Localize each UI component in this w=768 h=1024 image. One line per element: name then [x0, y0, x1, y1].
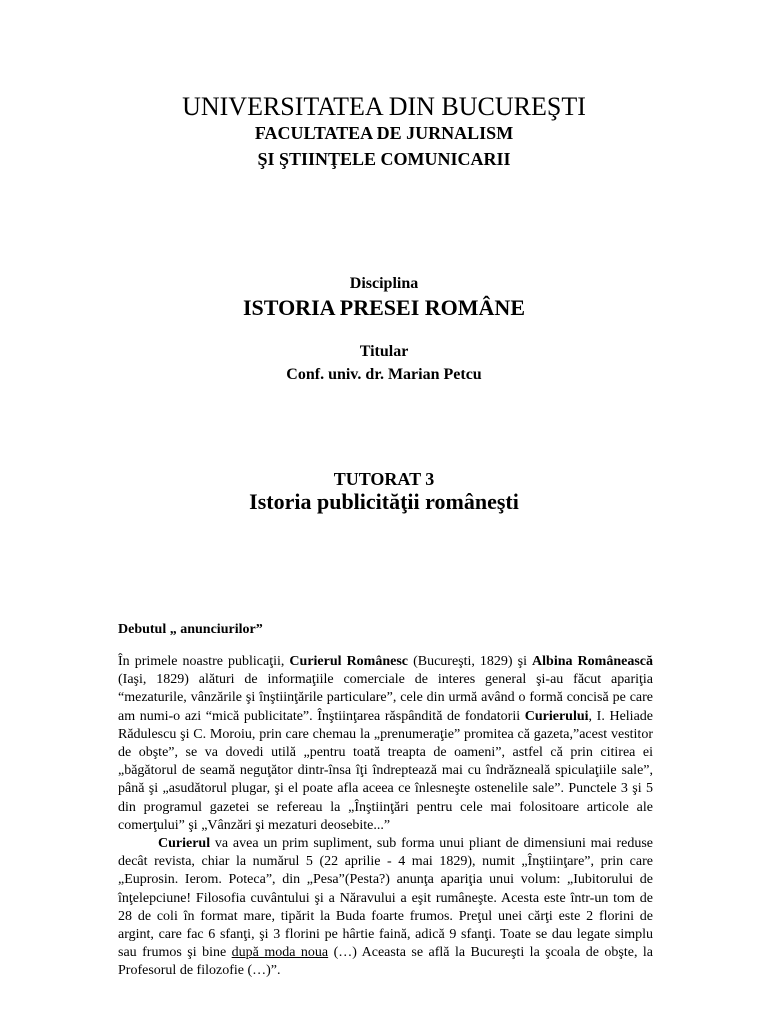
- faculty-name-line2: ŞI ŞTIINŢELE COMUNICARII: [257, 149, 511, 169]
- text-run: În primele noastre publicaţii,: [118, 654, 290, 669]
- body-text: [118, 653, 653, 981]
- publication-name: Curierului: [524, 708, 589, 724]
- discipline-label: Disciplina: [349, 275, 419, 292]
- paragraph-2: [118, 835, 653, 981]
- paragraph-1: [118, 653, 653, 835]
- publication-name: Curierul: [158, 836, 211, 852]
- text-run: (Iaşi, 1829) alături de informaţiile comerciale de interes general şi-au făcut apariţia “mezaturile, vânzările şi înştiinţările particulare”, cele din urmă având o formă concisă pe care am numi-o azi “mică publicitate”. Înştiinţarea răspândită de fondatorii: [118, 672, 653, 724]
- discipline-title: ISTORIA PRESEI ROMÂNE: [243, 295, 525, 320]
- tutorial-title: Istoria publicităţii româneşti: [249, 489, 519, 514]
- faculty-name-line1: FACULTATEA DE JURNALISM: [254, 123, 514, 143]
- university-name: UNIVERSITATEA DIN BUCUREŞTI: [182, 92, 586, 121]
- publication-name: Curierul Românesc: [289, 654, 409, 669]
- holder-name: Conf. univ. dr. Marian Petcu: [286, 366, 482, 383]
- text-run: , I. Heliade Rădulescu şi C. Moroiu, prin care chemau la „prenumeraţie” promitea că gazeta,”acest vestitor de obşte”, se va dovedi utilă „pentru toată treapta de oameni”, astfel că prin citirea ei „băgătorul de seamă neguţător dintr-însa îţi îndreptează mai cu îndrăzneală spiculaţiile sale”, până şi „asudătorul plugar, şi el poate afla aceea ce înlesneşte ostenelile sale”. Punctele 3 şi 5 din programul gazetei se refereau la „Înştiinţări pentru cele mai folositoare articole ale comerţului” şi „Vânzări şi mezaturi deosebite...”: [118, 708, 653, 833]
- text-run: (…) Aceasta se află la Bucureşti la şcoala de obşte, la Profesorul de filozofie (…)”.: [118, 945, 654, 979]
- text-run: va avea un prim supliment, sub forma unui pliant de dimensiuni mai reduse decât revista, chiar la numărul 5 (22 aprilie - 4 mai 1829), numit „Înştiinţare”, prin care „Euprosin. Ierom. Poteca”, din „Pesa”(Pesta?) anunţa apariţia unui volum: „Iubitorului de înţelepciune! Filosofia cuvântului şi a Năravului a eşit rumâneşte. Acesta este într-un tom de 28 de coli în format mare, tipărit la Buda foarte frumos. Preţul unei cărţi este 2 florini de argint, care fac 6 sfanţi, şi 3 florini pe hârtie faină, adică 9 sfanţi. Toate se dau legate simplu sau frumos şi bine: [118, 836, 653, 961]
- tutorial-label: TUTORAT 3: [333, 469, 435, 489]
- text-run: (Bucureşti, 1829) şi: [408, 654, 533, 669]
- publication-name: Albina Românească: [532, 654, 653, 669]
- underlined-phrase: după moda noua: [231, 945, 329, 961]
- holder-label: Titular: [359, 343, 409, 360]
- section-heading: Debutul „ anunciurilor”: [118, 622, 263, 637]
